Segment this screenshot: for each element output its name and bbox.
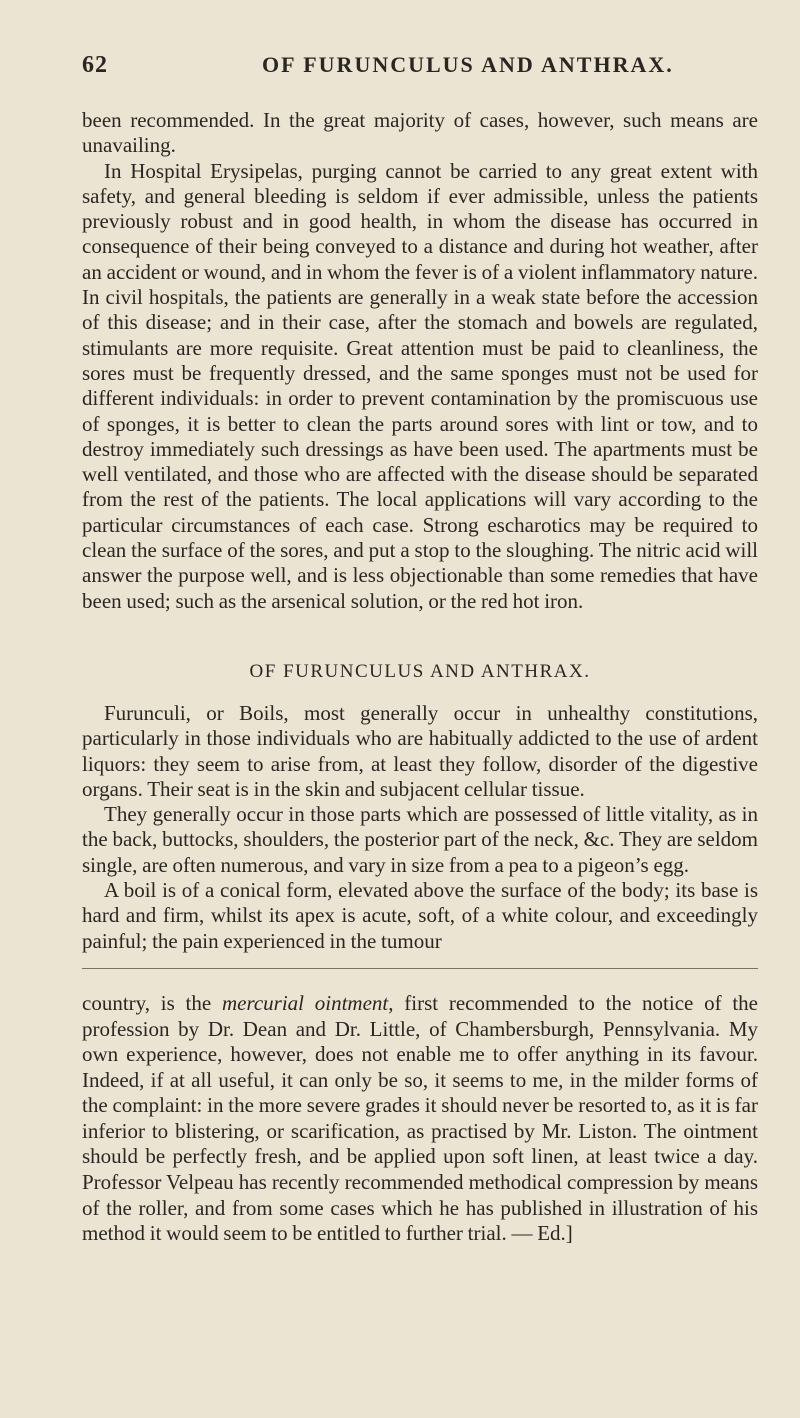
paragraph-hospital-erysipelas: In Hospital Erysipelas, purging cannot be carried to any great extent with safety, and general bleeding is seldom if ever admissible, unless the patients previously robust and in good health, in whom the disease has occurred in consequence of their being conveyed to a distance and during hot weather, after an accident or wound, and in whom the fever is of a violent inflammatory nature. In civil hospitals, the patients are generally in a weak state before the accession of this disease; and in their case, after the stomach and bowels are regulated, stimulants are more requisite. Great attention must be paid to cleanliness, the sores must be frequently dressed, and the same sponges must not be used for different individuals: in order to prevent contamination by the promiscuous use of sponges, it is better to clean the parts around sores with lint or tow, and to destroy immediately such dressings as have been used. The apartments must be well ventilated, and those who are affected with the disease should be separated from the rest of the patients. The local applications will vary according to the particular circumstances of each case. Strong escharotics may be required to clean the surface of the sores, and put a stop to the sloughing. The nitric acid will answer the purpose well, and is less objectionable than some remedies that have been used; such as the arsenical solution, or the red hot iron. [82, 158, 758, 613]
paragraph-occurrence: They generally occur in those parts which are possessed of little vitality, as in the back, buttocks, shoulders, the posterior part of the neck, &c. They are seldom single, are often numerous, and vary in size from a pea to a pigeon’s egg. [82, 802, 758, 877]
paragraph-furunculi: Furunculi, or Boils, most generally occur in unhealthy constitutions, particularly in those individuals who are habitually addicted to the use of ardent liquors: they seem to arise from, at least they follow, disorder of the digestive organs. Their seat is in the skin and subjacent cellular tissue. [82, 700, 758, 801]
paragraph-boil-form: A boil is of a conical form, elevated above the surface of the body; its base is hard and firm, whilst its apex is acute, soft, of a white colour, and exceedingly painful; the pain experienced in the tumour [82, 878, 758, 953]
footnote-text-end: , first recommended to the notice of the profession by Dr. Dean and Dr. Little, of Chambersburgh, Pennsylvania. My own experience, however, does not enable me to offer anything in its favour. Indeed, if at all useful, it can only be so, it seems to me, in the milder forms of the complaint: in the more severe grades it should never be resorted to, as it is far inferior to blistering, or scarification, as practised by Mr. Liston. The ointment should be perfectly fresh, and be applied upon soft linen, at least twice a day. Professor Velpeau has recently recommended methodical compression by means of the roller, and from some cases which he has published in illustration of his method it would seem to be entitled to further trial. — Ed.] [82, 990, 759, 1246]
main-text [82, 108, 758, 954]
paragraph-continuation: been recommended. In the great majority of cases, however, such means are unavailing. [82, 108, 758, 158]
footnote-divider [82, 968, 758, 969]
footnote-emphasis: mercurial ointment [221, 990, 389, 1015]
section-heading: OF FURUNCULUS AND ANTHRAX. [249, 660, 591, 682]
footnote-text-start: country, is the [82, 990, 222, 1015]
page-number: 62 [82, 52, 108, 78]
footnote-paragraph [82, 991, 758, 1247]
book-page [82, 52, 758, 1247]
running-head [82, 52, 758, 88]
running-title: OF FURUNCULUS AND ANTHRAX. [262, 52, 674, 77]
footnote [82, 991, 758, 1247]
